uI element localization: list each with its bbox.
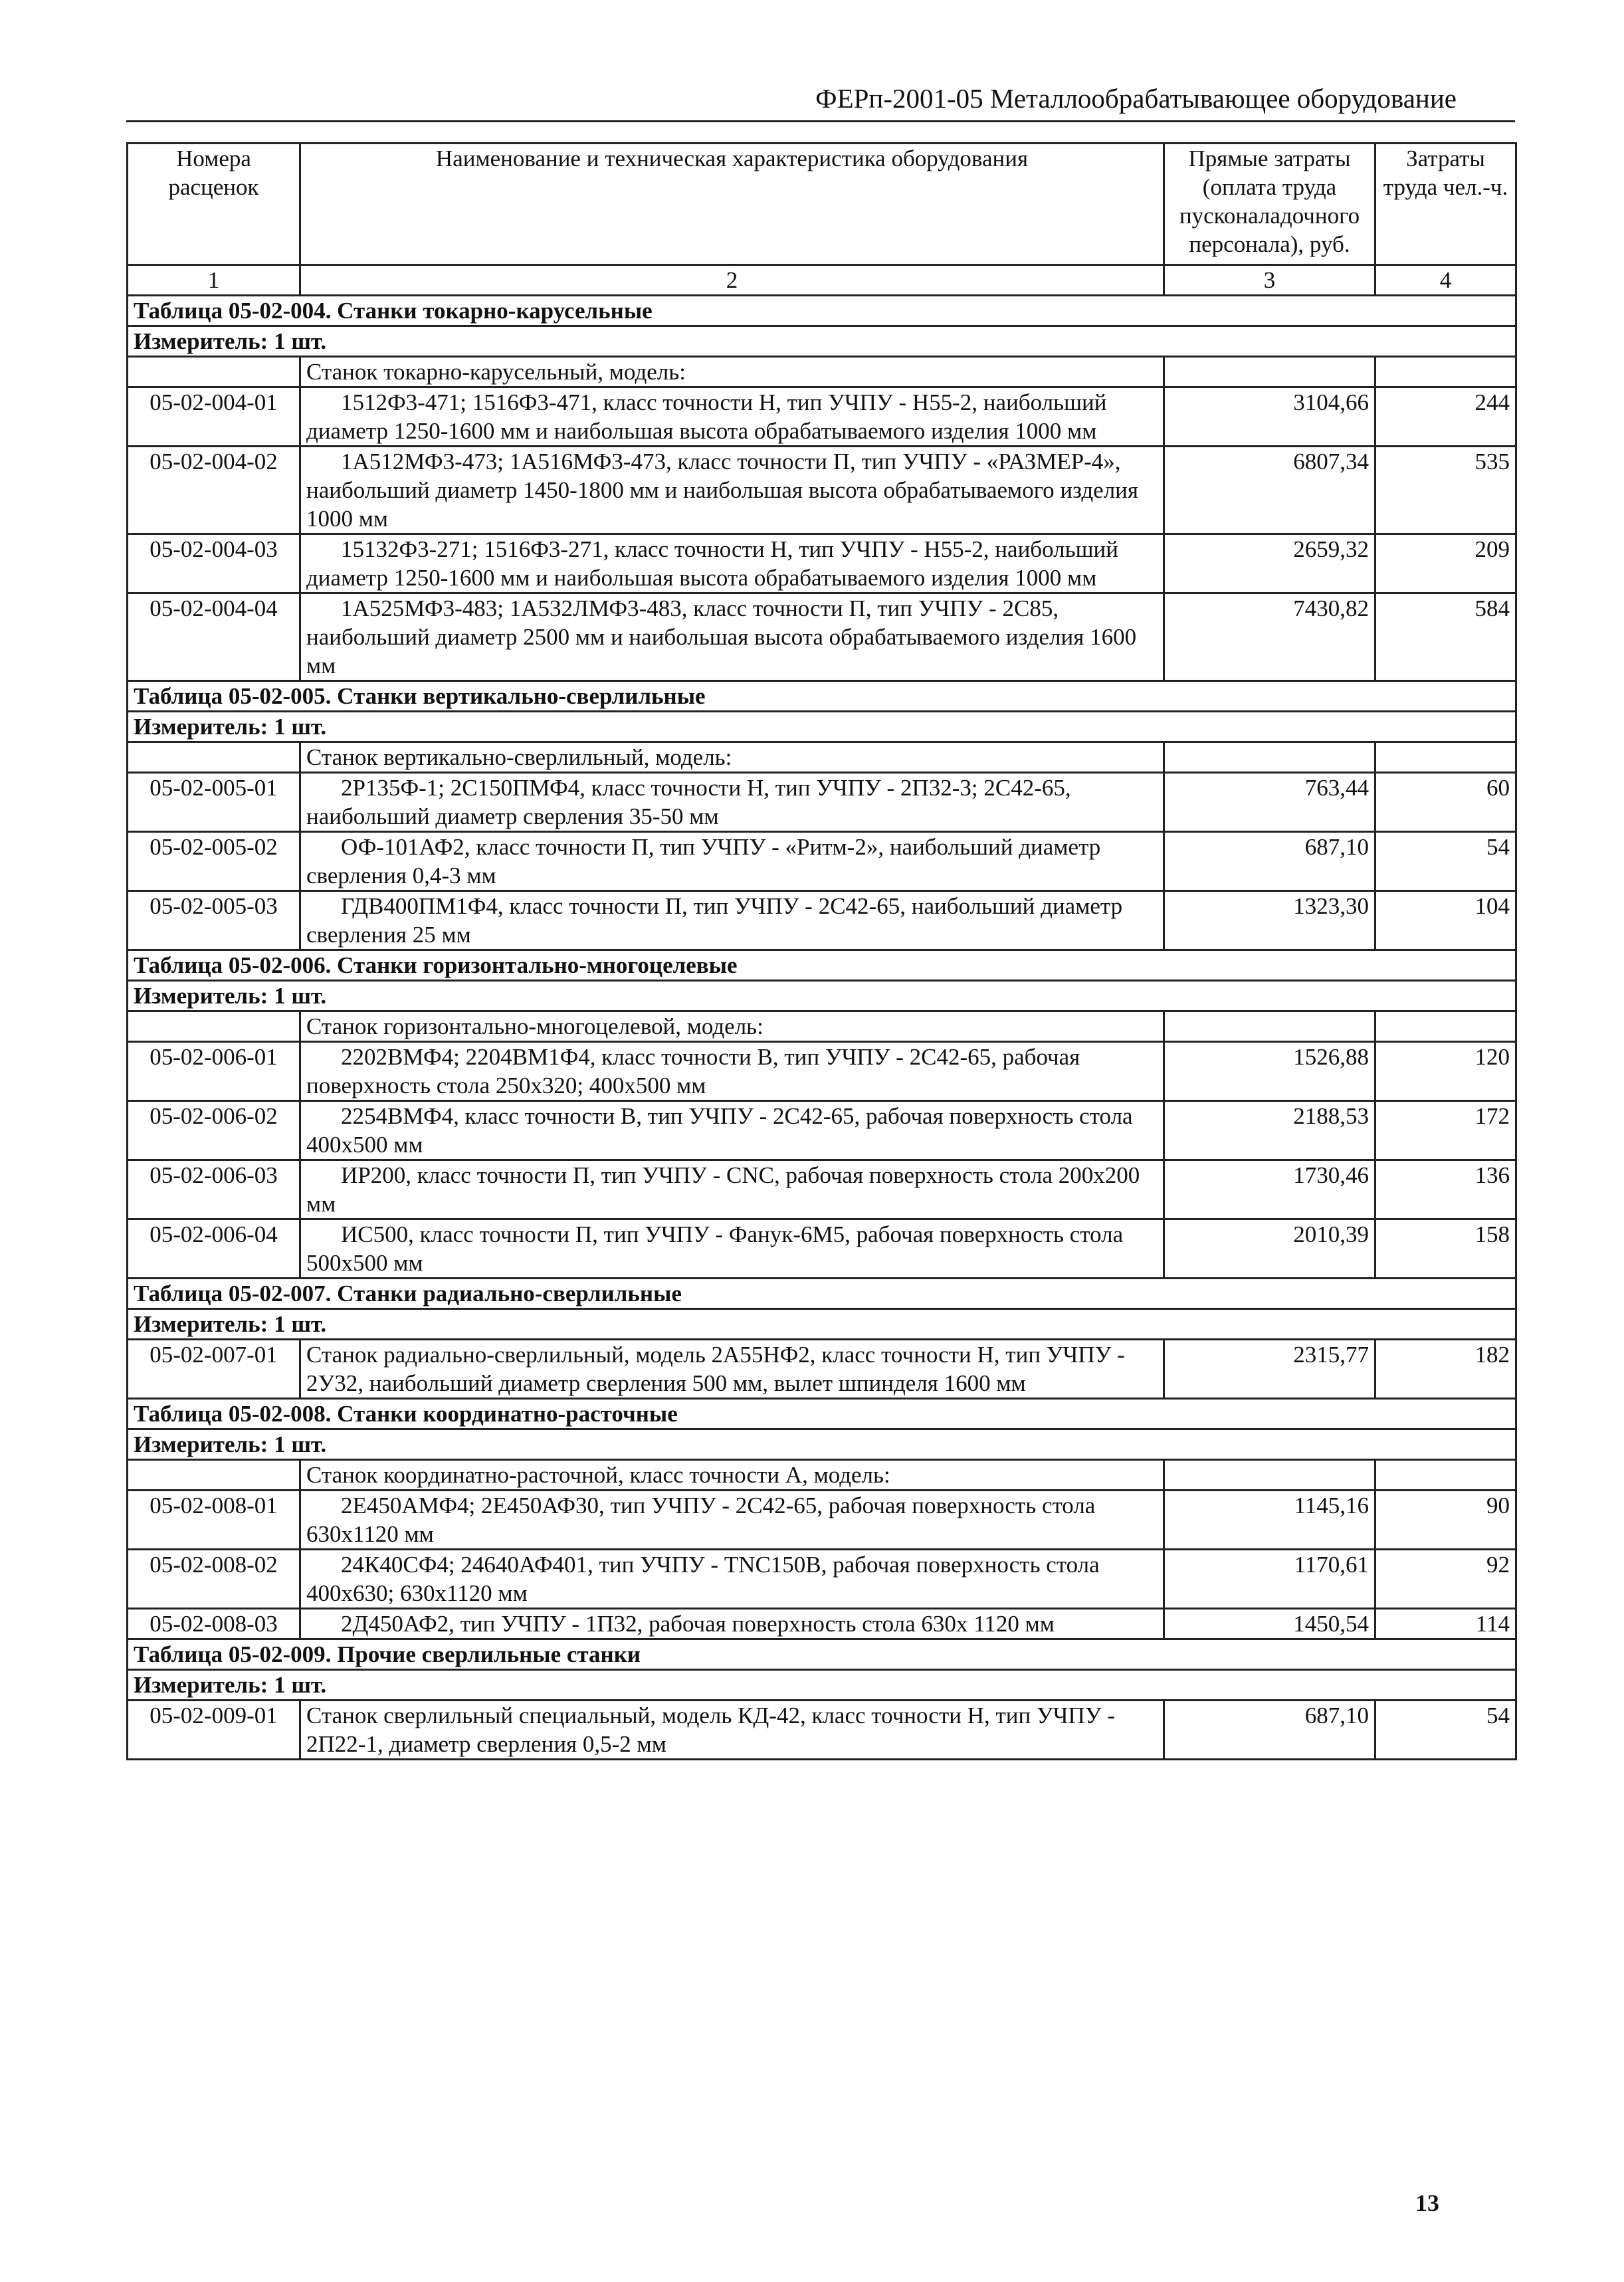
group-label: Станок горизонтально-многоцелевой, модель: xyxy=(300,1011,1164,1042)
column-number: 3 xyxy=(1164,265,1375,296)
group-hours-cell xyxy=(1375,357,1516,387)
direct-cost-value: 2659,32 xyxy=(1164,534,1375,593)
table-title: Таблица 05-02-009. Прочие сверлильные станки xyxy=(128,1639,1516,1670)
equipment-description: 1А525МФ3-483; 1А532ЛМФ3-483, класс точности П, тип УЧПУ - 2С85, наибольший диаметр 2500 мм и наибольшая высота обрабатываемого изделия 1600 мм xyxy=(300,593,1164,681)
table-row xyxy=(128,891,1516,950)
group-price-cell xyxy=(1164,1011,1375,1042)
labor-hours-value: 158 xyxy=(1375,1219,1516,1279)
group-price-cell xyxy=(1164,742,1375,773)
group-row xyxy=(128,742,1516,773)
page-number: 13 xyxy=(1415,2190,1439,2216)
rate-code: 05-02-005-01 xyxy=(128,773,300,832)
labor-hours-value: 114 xyxy=(1375,1609,1516,1639)
direct-cost-value: 3104,66 xyxy=(1164,387,1375,447)
group-label: Станок координатно-расточной, класс точности А, модель: xyxy=(300,1460,1164,1491)
rate-code: 05-02-008-03 xyxy=(128,1609,300,1639)
labor-hours-value: 172 xyxy=(1375,1101,1516,1160)
labor-hours-value: 104 xyxy=(1375,891,1516,950)
equipment-description: Станок радиально-сверлильный, модель 2А55НФ2, класс точности Н, тип УЧПУ - 2У32, наибольший диаметр сверления 500 мм, вылет шпинделя 1600 мм xyxy=(300,1340,1164,1399)
direct-cost-value: 1450,54 xyxy=(1164,1609,1375,1639)
labor-hours-value: 54 xyxy=(1375,832,1516,891)
equipment-description: 2Е450АМФ4; 2Е450АФ30, тип УЧПУ - 2С42-65, рабочая поверхность стола 630х1120 мм xyxy=(300,1491,1164,1550)
group-code-cell xyxy=(128,742,300,773)
table-title-row xyxy=(128,296,1516,326)
equipment-description: 2Д450АФ2, тип УЧПУ - 1П32, рабочая поверхность стола 630х 1120 мм xyxy=(300,1609,1164,1639)
direct-cost-value: 2010,39 xyxy=(1164,1219,1375,1279)
equipment-description: 1А512МФ3-473; 1А516МФ3-473, класс точности П, тип УЧПУ - «РАЗМЕР-4», наибольший диаметр 1450-1800 мм и наибольшая высота обрабатываемого изделия 1000 мм xyxy=(300,447,1164,534)
column-header-labor: Затраты труда чел.-ч. xyxy=(1375,144,1516,265)
labor-hours-value: 90 xyxy=(1375,1491,1516,1550)
equipment-description: ГДВ400ПМ1Ф4, класс точности П, тип УЧПУ - 2С42-65, наибольший диаметр сверления 25 мм xyxy=(300,891,1164,950)
table-row xyxy=(128,1609,1516,1639)
direct-cost-value: 1323,30 xyxy=(1164,891,1375,950)
labor-hours-value: 244 xyxy=(1375,387,1516,447)
rate-code: 05-02-004-04 xyxy=(128,593,300,681)
group-row xyxy=(128,357,1516,387)
equipment-description: 15132Ф3-271; 1516Ф3-271, класс точности Н, тип УЧПУ - Н55-2, наибольший диаметр 1250-1600 мм и наибольшая высота обрабатываемого изделия 1000 мм xyxy=(300,534,1164,593)
group-price-cell xyxy=(1164,357,1375,387)
direct-cost-value: 2188,53 xyxy=(1164,1101,1375,1160)
group-row xyxy=(128,1460,1516,1491)
direct-cost-value: 1170,61 xyxy=(1164,1550,1375,1609)
column-number: 1 xyxy=(128,265,300,296)
equipment-description: Станок сверлильный специальный, модель КД-42, класс точности Н, тип УЧПУ - 2П22-1, диаметр сверления 0,5-2 мм xyxy=(300,1701,1164,1760)
unit-label: Измеритель: 1 шт. xyxy=(128,981,1516,1011)
labor-hours-value: 584 xyxy=(1375,593,1516,681)
labor-hours-value: 60 xyxy=(1375,773,1516,832)
column-number: 4 xyxy=(1375,265,1516,296)
group-code-cell xyxy=(128,1460,300,1491)
column-header-codes: Номера расценок xyxy=(128,144,300,265)
table-row xyxy=(128,1701,1516,1760)
unit-row xyxy=(128,326,1516,357)
labor-hours-value: 54 xyxy=(1375,1701,1516,1760)
table-row xyxy=(128,832,1516,891)
labor-hours-value: 120 xyxy=(1375,1042,1516,1101)
unit-row xyxy=(128,981,1516,1011)
column-header-row xyxy=(128,144,1516,265)
equipment-description: ОФ-101АФ2, класс точности П, тип УЧПУ - «Ритм-2», наибольший диаметр сверления 0,4-3 мм xyxy=(300,832,1164,891)
rate-code: 05-02-005-03 xyxy=(128,891,300,950)
group-code-cell xyxy=(128,357,300,387)
table-row xyxy=(128,1491,1516,1550)
direct-cost-value: 1145,16 xyxy=(1164,1491,1375,1550)
table-row xyxy=(128,1101,1516,1160)
equipment-description: 2202ВМФ4; 2204ВМ1Ф4, класс точности В, тип УЧПУ - 2С42-65, рабочая поверхность стола 250х320; 400х500 мм xyxy=(300,1042,1164,1101)
rate-code: 05-02-006-01 xyxy=(128,1042,300,1101)
direct-cost-value: 6807,34 xyxy=(1164,447,1375,534)
table-row xyxy=(128,1340,1516,1399)
labor-hours-value: 535 xyxy=(1375,447,1516,534)
rate-code: 05-02-006-04 xyxy=(128,1219,300,1279)
group-price-cell xyxy=(1164,1460,1375,1491)
unit-row xyxy=(128,1309,1516,1340)
rate-code: 05-02-004-03 xyxy=(128,534,300,593)
unit-row xyxy=(128,1429,1516,1460)
labor-hours-value: 92 xyxy=(1375,1550,1516,1609)
price-table xyxy=(126,142,1517,1760)
table-title: Таблица 05-02-004. Станки токарно-карусельные xyxy=(128,296,1516,326)
table-title: Таблица 05-02-008. Станки координатно-расточные xyxy=(128,1399,1516,1429)
labor-hours-value: 136 xyxy=(1375,1160,1516,1219)
table-title: Таблица 05-02-006. Станки горизонтально-многоцелевые xyxy=(128,950,1516,981)
rate-code: 05-02-004-01 xyxy=(128,387,300,447)
table-title: Таблица 05-02-005. Станки вертикально-сверлильные xyxy=(128,681,1516,712)
labor-hours-value: 182 xyxy=(1375,1340,1516,1399)
equipment-description: 2254ВМФ4, класс точности В, тип УЧПУ - 2С42-65, рабочая поверхность стола 400х500 мм xyxy=(300,1101,1164,1160)
group-label: Станок вертикально-сверлильный, модель: xyxy=(300,742,1164,773)
unit-row xyxy=(128,712,1516,742)
table-title-row xyxy=(128,950,1516,981)
table-row xyxy=(128,447,1516,534)
column-number-row xyxy=(128,265,1516,296)
table-row xyxy=(128,1550,1516,1609)
group-code-cell xyxy=(128,1011,300,1042)
rate-code: 05-02-008-01 xyxy=(128,1491,300,1550)
unit-label: Измеритель: 1 шт. xyxy=(128,1429,1516,1460)
equipment-description: 2Р135Ф-1; 2С150ПМФ4, класс точности Н, тип УЧПУ - 2П32-3; 2С42-65, наибольший диаметр сверления 35-50 мм xyxy=(300,773,1164,832)
table-row xyxy=(128,1042,1516,1101)
direct-cost-value: 7430,82 xyxy=(1164,593,1375,681)
equipment-description: 1512Ф3-471; 1516Ф3-471, класс точности Н, тип УЧПУ - Н55-2, наибольший диаметр 1250-1600 мм и наибольшая высота обрабатываемого изделия 1000 мм xyxy=(300,387,1164,447)
equipment-description: ИС500, класс точности П, тип УЧПУ - Фанук-6М5, рабочая поверхность стола 500х500 мм xyxy=(300,1219,1164,1279)
equipment-description: 24К40СФ4; 24640АФ401, тип УЧПУ - TNC150B, рабочая поверхность стола 400х630; 630х1120 мм xyxy=(300,1550,1164,1609)
table-row xyxy=(128,1160,1516,1219)
table-row xyxy=(128,593,1516,681)
rate-code: 05-02-006-02 xyxy=(128,1101,300,1160)
direct-cost-value: 1730,46 xyxy=(1164,1160,1375,1219)
rate-code: 05-02-009-01 xyxy=(128,1701,300,1760)
table-title: Таблица 05-02-007. Станки радиально-сверлильные xyxy=(128,1279,1516,1309)
direct-cost-value: 763,44 xyxy=(1164,773,1375,832)
direct-cost-value: 687,10 xyxy=(1164,1701,1375,1760)
column-header-description: Наименование и техническая характеристика оборудования xyxy=(300,144,1164,265)
table-title-row xyxy=(128,1399,1516,1429)
group-label: Станок токарно-карусельный, модель: xyxy=(300,357,1164,387)
table-title-row xyxy=(128,1279,1516,1309)
equipment-description: ИР200, класс точности П, тип УЧПУ - CNC, рабочая поверхность стола 200х200 мм xyxy=(300,1160,1164,1219)
unit-label: Измеритель: 1 шт. xyxy=(128,1309,1516,1340)
column-number: 2 xyxy=(300,265,1164,296)
rate-code: 05-02-007-01 xyxy=(128,1340,300,1399)
table-row xyxy=(128,1219,1516,1279)
group-row xyxy=(128,1011,1516,1042)
unit-row xyxy=(128,1670,1516,1701)
table-body xyxy=(128,296,1516,1760)
rate-code: 05-02-005-02 xyxy=(128,832,300,891)
column-header-direct-costs: Прямые затраты (оплата труда пусконаладочного персонала), руб. xyxy=(1164,144,1375,265)
unit-label: Измеритель: 1 шт. xyxy=(128,326,1516,357)
unit-label: Измеритель: 1 шт. xyxy=(128,1670,1516,1701)
table-row xyxy=(128,387,1516,447)
group-hours-cell xyxy=(1375,742,1516,773)
group-hours-cell xyxy=(1375,1460,1516,1491)
unit-label: Измеритель: 1 шт. xyxy=(128,712,1516,742)
rate-code: 05-02-006-03 xyxy=(128,1160,300,1219)
table-title-row xyxy=(128,681,1516,712)
group-hours-cell xyxy=(1375,1011,1516,1042)
rate-code: 05-02-004-02 xyxy=(128,447,300,534)
direct-cost-value: 687,10 xyxy=(1164,832,1375,891)
direct-cost-value: 2315,77 xyxy=(1164,1340,1375,1399)
labor-hours-value: 209 xyxy=(1375,534,1516,593)
table-title-row xyxy=(128,1639,1516,1670)
direct-cost-value: 1526,88 xyxy=(1164,1042,1375,1101)
rate-code: 05-02-008-02 xyxy=(128,1550,300,1609)
running-header: ФЕРп-2001-05 Металлообрабатывающее оборудование xyxy=(126,85,1515,122)
table-row xyxy=(128,773,1516,832)
table-row xyxy=(128,534,1516,593)
